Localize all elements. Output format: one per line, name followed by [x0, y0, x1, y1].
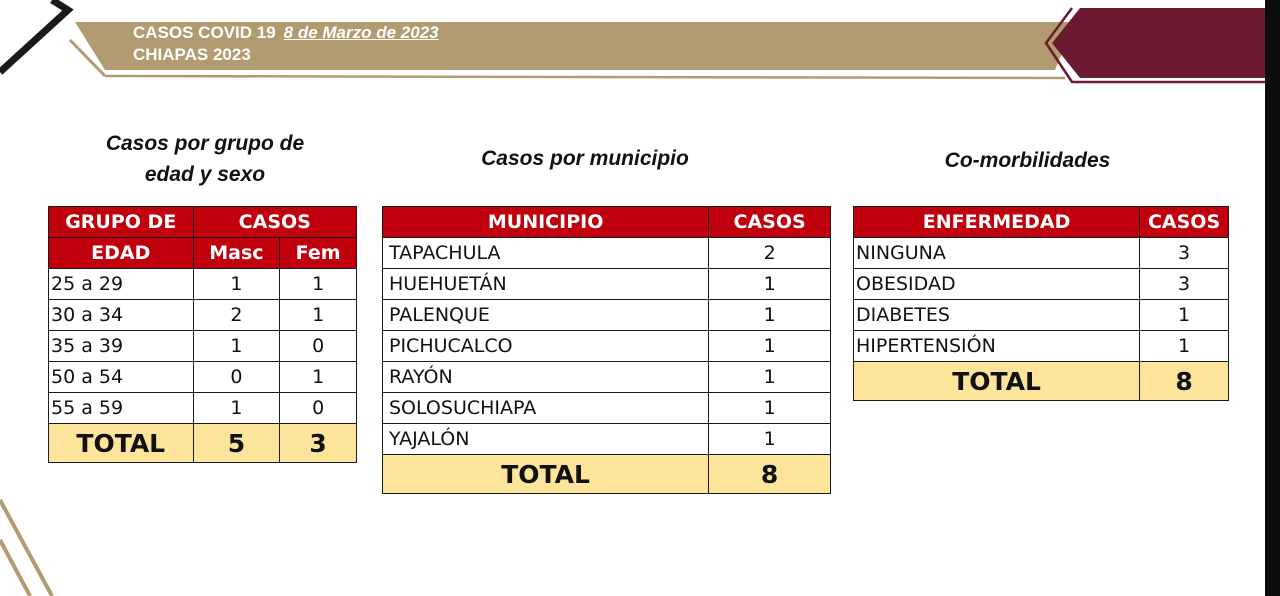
col-cases-header: CASOS	[1140, 207, 1229, 238]
fem-cell: 1	[280, 269, 357, 300]
gold-diagonal-decoration	[0, 500, 52, 596]
municipality-cell: RAYÓN	[383, 362, 709, 393]
municipality-cell: SOLOSUCHIAPA	[383, 393, 709, 424]
disease-cell: OBESIDAD	[854, 269, 1140, 300]
age-table-title: Casos por grupo de edad y sexo	[105, 132, 305, 186]
col-cases-header: CASOS	[709, 207, 831, 238]
fem-cell: 1	[280, 362, 357, 393]
masc-cell: 1	[193, 393, 280, 424]
table-row	[49, 269, 357, 300]
header-subtitle: CHIAPAS 2023	[133, 45, 251, 64]
table-row	[383, 362, 831, 393]
comorbidity-table-title: Co-morbilidades	[944, 149, 1111, 172]
masc-cell: 1	[193, 269, 280, 300]
cases-cell: 1	[709, 300, 831, 331]
total-masc: 5	[193, 424, 280, 463]
municipality-cell: TAPACHULA	[383, 238, 709, 269]
table-row	[383, 300, 831, 331]
masc-cell: 0	[193, 362, 280, 393]
comorbidity-table	[853, 206, 1229, 401]
cases-cell: 2	[709, 238, 831, 269]
col-disease-header: ENFERMEDAD	[854, 207, 1140, 238]
maroon-tab	[1052, 8, 1265, 78]
header-date: 8 de Marzo de 2023	[283, 23, 439, 42]
municipality-table-title: Casos por municipio	[481, 147, 689, 170]
total-label: TOTAL	[383, 455, 709, 494]
corner-chevron-decoration	[0, 0, 68, 72]
disease-cell: DIABETES	[854, 300, 1140, 331]
cases-cell: 3	[1140, 238, 1229, 269]
col-cases-header: CASOS	[193, 207, 356, 238]
disease-cell: HIPERTENSIÓN	[854, 331, 1140, 362]
right-edge-strip	[1265, 0, 1280, 596]
total-row	[854, 362, 1229, 401]
cases-cell: 1	[709, 424, 831, 455]
age-group-cell: 30 a 34	[49, 300, 194, 331]
cases-cell: 1	[709, 362, 831, 393]
table-row	[383, 269, 831, 300]
table-row	[49, 393, 357, 424]
table-row	[383, 331, 831, 362]
cases-cell: 1	[709, 331, 831, 362]
fem-cell: 0	[280, 393, 357, 424]
municipality-cell: PALENQUE	[383, 300, 709, 331]
cases-cell: 1	[1140, 300, 1229, 331]
total-label: TOTAL	[854, 362, 1140, 401]
table-row	[383, 238, 831, 269]
age-group-cell: 35 a 39	[49, 331, 194, 362]
fem-cell: 1	[280, 300, 357, 331]
cases-cell: 1	[1140, 331, 1229, 362]
col-municipality-header: MUNICIPIO	[383, 207, 709, 238]
municipality-cell: PICHUCALCO	[383, 331, 709, 362]
col-masc-header: Masc	[193, 238, 280, 269]
age-group-cell: 25 a 29	[49, 269, 194, 300]
table-row	[49, 362, 357, 393]
disease-cell: NINGUNA	[854, 238, 1140, 269]
municipality-cell: YAJALÓN	[383, 424, 709, 455]
masc-cell: 1	[193, 331, 280, 362]
total-fem: 3	[280, 424, 357, 463]
cases-cell: 3	[1140, 269, 1229, 300]
age-group-cell: 55 a 59	[49, 393, 194, 424]
col-group-header-line2: EDAD	[49, 238, 194, 269]
total-label: TOTAL	[49, 424, 194, 463]
table-row	[854, 331, 1229, 362]
table-row	[854, 238, 1229, 269]
age-group-cell: 50 a 54	[49, 362, 194, 393]
header-title: CASOS COVID 19	[133, 23, 276, 42]
table-row	[49, 331, 357, 362]
table-row	[383, 424, 831, 455]
col-group-header-line1: GRUPO DE	[49, 207, 194, 238]
masc-cell: 2	[193, 300, 280, 331]
table-row	[49, 300, 357, 331]
table-row	[854, 300, 1229, 331]
total-cases: 8	[1140, 362, 1229, 401]
total-cases: 8	[709, 455, 831, 494]
cases-cell: 1	[709, 393, 831, 424]
total-row	[383, 455, 831, 494]
col-fem-header: Fem	[280, 238, 357, 269]
table-row	[854, 269, 1229, 300]
fem-cell: 0	[280, 331, 357, 362]
municipality-table	[382, 206, 831, 494]
total-row	[49, 424, 357, 463]
age-sex-table	[48, 206, 357, 463]
table-row	[383, 393, 831, 424]
header-text	[133, 22, 439, 66]
cases-cell: 1	[709, 269, 831, 300]
municipality-cell: HUEHUETÁN	[383, 269, 709, 300]
